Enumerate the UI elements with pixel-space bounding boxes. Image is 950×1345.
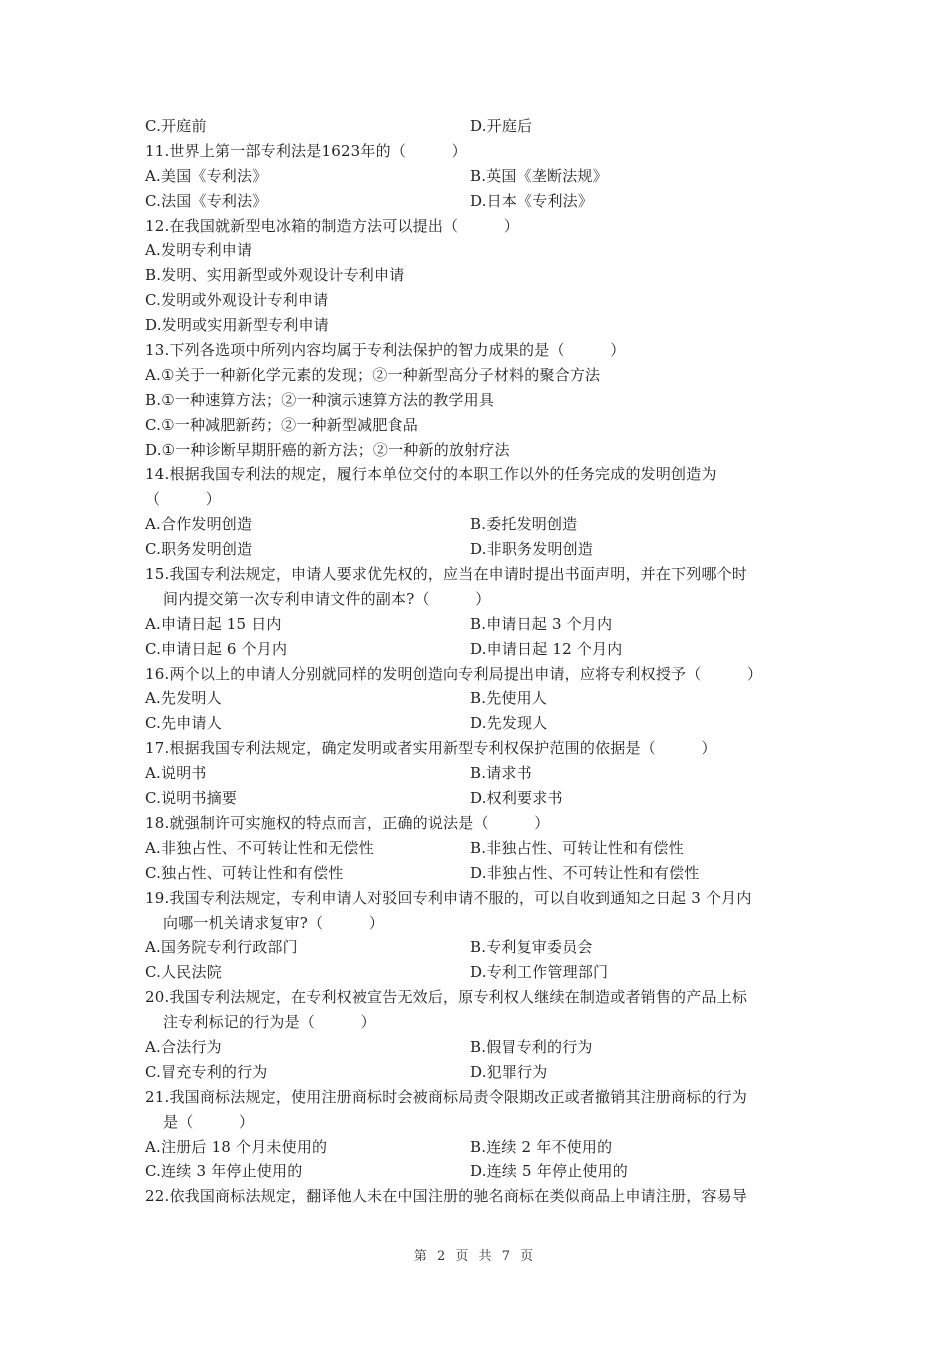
option-left: C.先申请人	[145, 714, 222, 733]
option-right: D.连续 5 年停止使用的	[470, 1162, 628, 1181]
question-text: 18.就强制许可实施权的特点而言，正确的说法是（ ）	[145, 813, 550, 832]
text-line: C.发明或外观设计专利申请	[145, 291, 329, 310]
page-footer: 第 2 页 共 7 页	[413, 1249, 537, 1264]
option-left: A.非独占性、不可转让性和无偿性	[145, 838, 374, 857]
question-text: 19.我国专利法规定，专利申请人对驳回专利申请不服的，可以自收到通知之日起 3 个月内	[145, 888, 752, 907]
text-line: B.①一种速算方法；②一种演示速算方法的教学用具	[145, 390, 495, 409]
option-row	[145, 960, 810, 985]
text-line: 是（ ）	[163, 1112, 255, 1131]
option-left: A.申请日起 15 日内	[145, 614, 282, 633]
option-left: C.独占性、可转让性和有偿性	[145, 863, 344, 882]
option-row	[145, 1060, 810, 1085]
text-line: 向哪一机关请求复审?（ ）	[163, 913, 385, 932]
question-text: 11.世界上第一部专利法是1623年的（ ）	[145, 141, 467, 160]
option-left: A.说明书	[145, 764, 207, 783]
option-right: D.非独占性、不可转让性和有偿性	[470, 863, 700, 882]
option-right: D.申请日起 12 个月内	[470, 639, 623, 658]
option-left: A.美国《专利法》	[145, 166, 268, 185]
question-text: 20.我国专利法规定，在专利权被宣告无效后，原专利权人继续在制造或者销售的产品上标	[145, 988, 748, 1007]
option-left: A.合法行为	[145, 1037, 222, 1056]
option-row	[145, 512, 810, 537]
text-line: 间内提交第一次专利申请文件的副本?（ ）	[163, 589, 491, 608]
option-left: C.申请日起 6 个月内	[145, 639, 288, 658]
option-left: C.开庭前	[145, 117, 207, 135]
option-row	[145, 637, 810, 662]
question-text: 17.根据我国专利法规定，确定发明或者实用新型专利权保护范围的依据是（ ）	[145, 739, 717, 758]
option-right: B.假冒专利的行为	[470, 1037, 593, 1056]
option-left: C.说明书摘要	[145, 789, 238, 808]
option-row	[145, 786, 810, 811]
option-right: B.专利复审委员会	[470, 938, 593, 957]
option-row	[145, 114, 810, 139]
option-right: D.日本《专利法》	[470, 191, 594, 210]
option-left: A.国务院专利行政部门	[145, 938, 298, 957]
option-left: A.先发明人	[145, 689, 222, 708]
option-left: A.合作发明创造	[145, 515, 253, 534]
option-left: C.人民法院	[145, 963, 222, 982]
option-row	[145, 686, 810, 711]
option-left: C.冒充专利的行为	[145, 1062, 268, 1081]
text-line: C.①一种减肥新药；②一种新型减肥食品	[145, 415, 418, 434]
option-row	[145, 1035, 810, 1060]
text-line: （ ）	[145, 490, 222, 509]
option-right: D.先发现人	[470, 714, 548, 733]
question-text: 14.根据我国专利法的规定，履行本单位交付的本职工作以外的任务完成的发明创造为	[145, 465, 717, 484]
option-row	[145, 861, 810, 886]
question-text: 15.我国专利法规定，申请人要求优先权的，应当在申请时提出书面声明，并在下列哪个时	[145, 565, 748, 584]
option-left: C.连续 3 年停止使用的	[145, 1162, 303, 1181]
option-right: D.非职务发明创造	[470, 540, 594, 559]
option-right: B.非独占性、可转让性和有偿性	[470, 838, 684, 857]
option-right: B.请求书	[470, 764, 532, 783]
option-row	[145, 711, 810, 736]
option-right: D.权利要求书	[470, 789, 563, 808]
text-line: 注专利标记的行为是（ ）	[163, 1013, 376, 1032]
option-right: D.开庭后	[470, 117, 533, 135]
option-left: A.注册后 18 个月未使用的	[145, 1137, 328, 1156]
question-text: 16.两个以上的申请人分别就同样的发明创造向专利局提出申请，应将专利权授予（ ）	[145, 664, 763, 683]
option-row	[145, 189, 810, 214]
option-right: D.犯罪行为	[470, 1062, 548, 1081]
option-row	[145, 537, 810, 562]
text-line: D.①一种诊断早期肝癌的新方法；②一种新的放射疗法	[145, 440, 510, 459]
option-row	[145, 1159, 810, 1184]
option-right: B.英国《垄断法规》	[470, 166, 608, 185]
option-row	[145, 761, 810, 786]
option-right: B.连续 2 年不使用的	[470, 1137, 613, 1156]
option-right: B.申请日起 3 个月内	[470, 614, 613, 633]
text-line: B.发明、实用新型或外观设计专利申请	[145, 266, 405, 285]
option-right: B.委托发明创造	[470, 515, 578, 534]
option-row	[145, 612, 810, 637]
question-text: 13.下列各选项中所列内容均属于专利法保护的智力成果的是（ ）	[145, 341, 626, 360]
option-left: C.法国《专利法》	[145, 191, 268, 210]
question-text: 22.依我国商标法规定，翻译他人未在中国注册的驰名商标在类似商品上申请注册，容易导	[145, 1187, 748, 1206]
question-text: 21.我国商标法规定，使用注册商标时会被商标局责令限期改正或者撤销其注册商标的行为	[145, 1087, 748, 1106]
option-left: C.职务发明创造	[145, 540, 253, 559]
text-line: A.发明专利申请	[145, 241, 253, 260]
question-text: 12.在我国就新型电冰箱的制造方法可以提出（ ）	[145, 216, 520, 235]
option-row	[145, 935, 810, 960]
option-row	[145, 164, 810, 189]
option-row	[145, 1135, 810, 1160]
option-right: B.先使用人	[470, 689, 547, 708]
text-line: A.①关于一种新化学元素的发现；②一种新型高分子材料的聚合方法	[145, 365, 601, 384]
option-row	[145, 836, 810, 861]
page-body	[145, 114, 810, 1209]
text-line: D.发明或实用新型专利申请	[145, 316, 329, 335]
option-right: D.专利工作管理部门	[470, 963, 609, 982]
